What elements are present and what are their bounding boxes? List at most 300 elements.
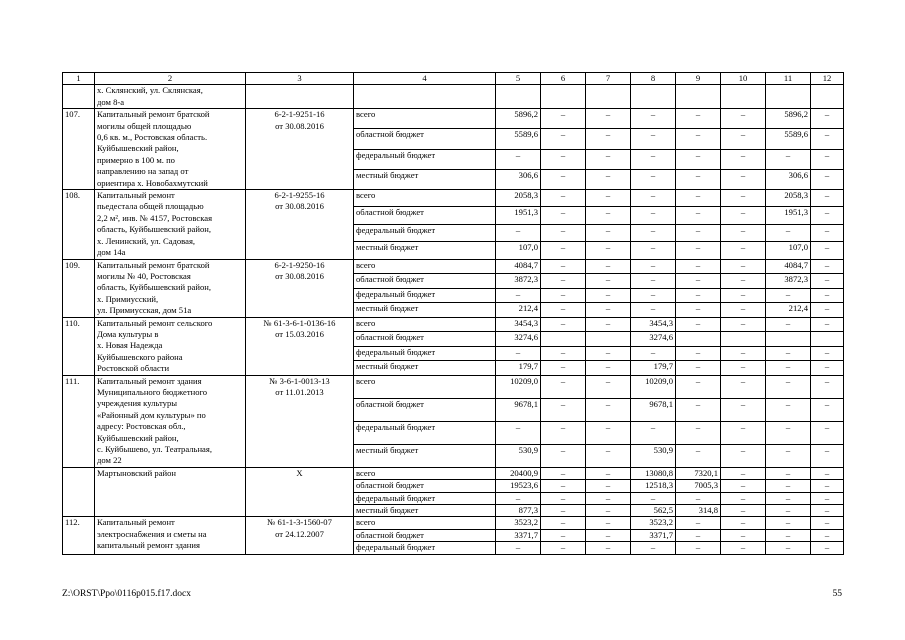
funding-source-cell: федеральный бюджет (354, 224, 496, 241)
document-reference-cell: № 3-6-1-0013-13 от 11.01.2013 (246, 375, 354, 467)
amount-cell-v12: – (811, 288, 844, 303)
amount-cell-v10: – (721, 505, 766, 517)
amount-cell-v6: – (541, 375, 586, 398)
amount-cell-v11: – (766, 288, 811, 303)
table-row (63, 467, 844, 479)
amount-cell-v12: – (811, 149, 844, 169)
amount-cell-v12: – (811, 480, 844, 492)
amount-cell-v11: – (766, 398, 811, 421)
amount-cell-v10: – (721, 361, 766, 376)
amount-cell-v6: – (541, 259, 586, 274)
funding-source-cell: всего (354, 517, 496, 529)
amount-cell-v7: – (586, 467, 631, 479)
column-header: 9 (676, 73, 721, 85)
amount-cell-v9: – (676, 375, 721, 398)
amount-cell-v11: – (766, 444, 811, 467)
document-reference-cell: № 61-1-3-1560-07 от 24.12.2007 (246, 517, 354, 554)
amount-cell-v6: – (541, 421, 586, 444)
amount-cell-v6: – (541, 444, 586, 467)
amount-cell-v10: – (721, 224, 766, 241)
amount-cell-v11: – (766, 467, 811, 479)
amount-cell-v11: 4084,7 (766, 259, 811, 274)
amount-cell-v10: – (721, 274, 766, 289)
funding-source-cell: всего (354, 109, 496, 129)
amount-cell-v5: 212,4 (496, 303, 541, 318)
column-header: 4 (354, 73, 496, 85)
amount-cell-v6: – (541, 467, 586, 479)
amount-cell-v12: – (811, 303, 844, 318)
amount-cell-v8: – (631, 421, 676, 444)
amount-cell-v5: 3454,3 (496, 317, 541, 332)
amount-cell-v8: – (631, 259, 676, 274)
amount-cell-v10: – (721, 444, 766, 467)
amount-cell-v11: – (766, 149, 811, 169)
amount-cell-v6: – (541, 190, 586, 207)
amount-cell-v11: 3872,3 (766, 274, 811, 289)
amount-cell-v7: – (586, 224, 631, 241)
amount-cell-v8: – (631, 542, 676, 554)
funding-source-cell: местный бюджет (354, 303, 496, 318)
amount-cell-v9: 314,8 (676, 505, 721, 517)
amount-cell-v12: – (811, 361, 844, 376)
amount-cell-v9: – (676, 207, 721, 224)
amount-cell-v8: – (631, 109, 676, 129)
amount-cell-v8: 3523,2 (631, 517, 676, 529)
funding-source-cell: областной бюджет (354, 274, 496, 289)
amount-cell-v6: – (541, 149, 586, 169)
amount-cell-v5: 4084,7 (496, 259, 541, 274)
amount-cell-v8: – (631, 129, 676, 149)
footer-file-path: Z:\ORST\Ppo\0116p015.f17.docx (62, 589, 191, 599)
funding-source-cell: федеральный бюджет (354, 542, 496, 554)
amount-cell-v11: – (766, 542, 811, 554)
amount-cell-v6: – (541, 274, 586, 289)
funding-source-cell: федеральный бюджет (354, 421, 496, 444)
funding-source-cell: местный бюджет (354, 242, 496, 259)
amount-cell-v5: 19523,6 (496, 480, 541, 492)
amount-cell-v5: 5896,2 (496, 109, 541, 129)
object-name-cell: Капитальный ремонт электроснабжения и сметы на капитальный ремонт здания (95, 517, 246, 554)
amount-cell-v10: – (721, 109, 766, 129)
funding-source-cell: всего (354, 190, 496, 207)
amount-cell-v12: – (811, 259, 844, 274)
amount-cell-v11: – (766, 505, 811, 517)
table-row (63, 517, 844, 529)
amount-cell-v9: – (676, 149, 721, 169)
amount-cell-v8: – (631, 303, 676, 318)
amount-cell-v8: 179,7 (631, 361, 676, 376)
amount-cell-v10: – (721, 529, 766, 541)
amount-cell-v9: – (676, 303, 721, 318)
amount-cell-v5: 3371,7 (496, 529, 541, 541)
amount-cell-v12: – (811, 109, 844, 129)
budget-table (62, 72, 844, 555)
row-number-cell: 111. (63, 375, 95, 467)
object-name-cell: Капитальный ремонт братской могилы № 40, Ростовская область, Куйбышевский район, х. Примиусский, ул. Примиусская, дом 51а (95, 259, 246, 317)
amount-cell-v12: – (811, 224, 844, 241)
amount-cell-v5: 1951,3 (496, 207, 541, 224)
amount-cell-v6: – (541, 480, 586, 492)
amount-cell-v9: – (676, 444, 721, 467)
amount-cell-v9: – (676, 129, 721, 149)
amount-cell-v7: – (586, 542, 631, 554)
amount-cell-v11: – (766, 317, 811, 332)
amount-cell-v9: – (676, 529, 721, 541)
amount-cell-v7: – (586, 129, 631, 149)
amount-cell-v6: – (541, 224, 586, 241)
amount-cell-v11: – (766, 224, 811, 241)
amount-cell-v12: – (811, 169, 844, 189)
amount-cell-v9: – (676, 542, 721, 554)
document-reference-cell: Х (246, 467, 354, 517)
amount-cell-v9: – (676, 492, 721, 504)
empty-cell (586, 85, 631, 109)
empty-cell (766, 85, 811, 109)
amount-cell-v10 (721, 332, 766, 347)
amount-cell-v5: 9678,1 (496, 398, 541, 421)
amount-cell-v9: – (676, 421, 721, 444)
amount-cell-v9 (676, 332, 721, 347)
document-reference-cell: 6-2-1-9255-16 от 30.08.2016 (246, 190, 354, 259)
amount-cell-v11: – (766, 361, 811, 376)
empty-cell (354, 85, 496, 109)
amount-cell-v10: – (721, 467, 766, 479)
amount-cell-v8: 3274,6 (631, 332, 676, 347)
amount-cell-v11 (766, 332, 811, 347)
amount-cell-v12: – (811, 492, 844, 504)
amount-cell-v8: – (631, 149, 676, 169)
amount-cell-v6: – (541, 361, 586, 376)
amount-cell-v6: – (541, 492, 586, 504)
amount-cell-v9: – (676, 190, 721, 207)
amount-cell-v10: – (721, 259, 766, 274)
amount-cell-v6: – (541, 169, 586, 189)
document-reference-cell: 6-2-1-9250-16 от 30.08.2016 (246, 259, 354, 317)
funding-source-cell: всего (354, 467, 496, 479)
amount-cell-v7: – (586, 303, 631, 318)
amount-cell-v5: – (496, 542, 541, 554)
amount-cell-v5: – (496, 149, 541, 169)
amount-cell-v8: – (631, 288, 676, 303)
column-header: 5 (496, 73, 541, 85)
amount-cell-v7: – (586, 492, 631, 504)
amount-cell-v8: 10209,0 (631, 375, 676, 398)
amount-cell-v9: – (676, 288, 721, 303)
amount-cell-v7: – (586, 242, 631, 259)
amount-cell-v6 (541, 332, 586, 347)
amount-cell-v10: – (721, 398, 766, 421)
funding-source-cell: федеральный бюджет (354, 288, 496, 303)
amount-cell-v11: – (766, 421, 811, 444)
amount-cell-v7: – (586, 274, 631, 289)
amount-cell-v8: – (631, 492, 676, 504)
amount-cell-v5: 107,0 (496, 242, 541, 259)
amount-cell-v5: – (496, 421, 541, 444)
amount-cell-v6: – (541, 109, 586, 129)
row-number-cell (63, 467, 95, 517)
amount-cell-v12: – (811, 346, 844, 361)
amount-cell-v9: – (676, 274, 721, 289)
amount-cell-v8: – (631, 242, 676, 259)
amount-cell-v5: 10209,0 (496, 375, 541, 398)
amount-cell-v6: – (541, 346, 586, 361)
funding-source-cell: федеральный бюджет (354, 149, 496, 169)
amount-cell-v8: – (631, 207, 676, 224)
amount-cell-v12: – (811, 129, 844, 149)
amount-cell-v5: 530,9 (496, 444, 541, 467)
amount-cell-v10: – (721, 421, 766, 444)
amount-cell-v7: – (586, 505, 631, 517)
amount-cell-v12: – (811, 444, 844, 467)
amount-cell-v10: – (721, 207, 766, 224)
funding-source-cell: областной бюджет (354, 332, 496, 347)
amount-cell-v12: – (811, 317, 844, 332)
amount-cell-v10: – (721, 492, 766, 504)
amount-cell-v6: – (541, 505, 586, 517)
amount-cell-v8: 562,5 (631, 505, 676, 517)
amount-cell-v10: – (721, 542, 766, 554)
funding-source-cell: федеральный бюджет (354, 346, 496, 361)
amount-cell-v12: – (811, 190, 844, 207)
amount-cell-v7: – (586, 361, 631, 376)
empty-cell (721, 85, 766, 109)
column-header: 10 (721, 73, 766, 85)
amount-cell-v11: 212,4 (766, 303, 811, 318)
table-row (63, 109, 844, 129)
empty-cell (676, 85, 721, 109)
row-number-cell: 108. (63, 190, 95, 259)
funding-source-cell: областной бюджет (354, 129, 496, 149)
amount-cell-v11: – (766, 529, 811, 541)
amount-cell-v5: 306,6 (496, 169, 541, 189)
amount-cell-v12: – (811, 375, 844, 398)
row-number-cell: 109. (63, 259, 95, 317)
empty-cell (811, 85, 844, 109)
amount-cell-v11: – (766, 346, 811, 361)
amount-cell-v10: – (721, 149, 766, 169)
amount-cell-v7 (586, 332, 631, 347)
amount-cell-v10: – (721, 303, 766, 318)
column-header: 7 (586, 73, 631, 85)
amount-cell-v6: – (541, 317, 586, 332)
amount-cell-v11: 2058,3 (766, 190, 811, 207)
amount-cell-v12: – (811, 517, 844, 529)
amount-cell-v11: 1951,3 (766, 207, 811, 224)
amount-cell-v5: 3274,6 (496, 332, 541, 347)
object-name-cell: Капитальный ремонт пьедестала общей площадью 2,2 м², инв. № 4157, Ростовская область, Куйбышевский район, х. Ленинский, ул. Садовая, дом 14а (95, 190, 246, 259)
amount-cell-v8: – (631, 224, 676, 241)
column-header: 6 (541, 73, 586, 85)
object-name-cell: х. Склянский, ул. Склянская, дом 8-а (95, 85, 246, 109)
amount-cell-v9: – (676, 317, 721, 332)
amount-cell-v5: 3872,3 (496, 274, 541, 289)
column-header: 8 (631, 73, 676, 85)
footer-page-number: 55 (832, 589, 842, 599)
amount-cell-v6: – (541, 129, 586, 149)
amount-cell-v9: 7005,3 (676, 480, 721, 492)
amount-cell-v8: – (631, 169, 676, 189)
amount-cell-v10: – (721, 317, 766, 332)
table-row (63, 317, 844, 332)
object-name-cell: Капитальный ремонт здания Муниципального бюджетного учреждения культуры «Районный дом культуры» по адресу: Ростовская обл., Куйбышевский район, с. Куйбышево, ул. Театральная, дом 22 (95, 375, 246, 467)
funding-source-cell: всего (354, 259, 496, 274)
amount-cell-v5: 877,3 (496, 505, 541, 517)
amount-cell-v12: – (811, 467, 844, 479)
amount-cell-v11: 306,6 (766, 169, 811, 189)
amount-cell-v5: 3523,2 (496, 517, 541, 529)
funding-source-cell: местный бюджет (354, 444, 496, 467)
amount-cell-v7: – (586, 169, 631, 189)
amount-cell-v5: 179,7 (496, 361, 541, 376)
funding-source-cell: областной бюджет (354, 207, 496, 224)
amount-cell-v5: 20400,9 (496, 467, 541, 479)
amount-cell-v7: – (586, 109, 631, 129)
amount-cell-v11: 5896,2 (766, 109, 811, 129)
amount-cell-v5: – (496, 224, 541, 241)
table-row (63, 375, 844, 398)
column-header: 2 (95, 73, 246, 85)
amount-cell-v7: – (586, 421, 631, 444)
row-number-cell: 110. (63, 317, 95, 375)
amount-cell-v5: – (496, 346, 541, 361)
amount-cell-v10: – (721, 169, 766, 189)
header-row (63, 73, 844, 85)
amount-cell-v7: – (586, 480, 631, 492)
amount-cell-v6: – (541, 529, 586, 541)
funding-source-cell: всего (354, 375, 496, 398)
object-name-cell: Мартыновский район (95, 467, 246, 517)
table-row (63, 259, 844, 274)
amount-cell-v7: – (586, 398, 631, 421)
amount-cell-v7: – (586, 317, 631, 332)
amount-cell-v8: 530,9 (631, 444, 676, 467)
column-header: 11 (766, 73, 811, 85)
column-header: 1 (63, 73, 95, 85)
amount-cell-v12: – (811, 529, 844, 541)
amount-cell-v10: – (721, 242, 766, 259)
amount-cell-v9: – (676, 361, 721, 376)
amount-cell-v10: – (721, 346, 766, 361)
empty-cell (246, 85, 354, 109)
amount-cell-v9: – (676, 224, 721, 241)
funding-source-cell: областной бюджет (354, 480, 496, 492)
amount-cell-v11: – (766, 517, 811, 529)
amount-cell-v9: – (676, 259, 721, 274)
table-row (63, 190, 844, 207)
amount-cell-v12: – (811, 274, 844, 289)
funding-source-cell: местный бюджет (354, 505, 496, 517)
amount-cell-v8: 3454,3 (631, 317, 676, 332)
amount-cell-v11: 107,0 (766, 242, 811, 259)
amount-cell-v6: – (541, 207, 586, 224)
amount-cell-v12: – (811, 421, 844, 444)
row-number-cell: 107. (63, 109, 95, 190)
amount-cell-v8: 9678,1 (631, 398, 676, 421)
amount-cell-v8: – (631, 346, 676, 361)
amount-cell-v7: – (586, 529, 631, 541)
amount-cell-v9: – (676, 242, 721, 259)
amount-cell-v6: – (541, 242, 586, 259)
amount-cell-v6: – (541, 398, 586, 421)
amount-cell-v11: 5589,6 (766, 129, 811, 149)
amount-cell-v8: – (631, 274, 676, 289)
amount-cell-v12: – (811, 542, 844, 554)
funding-source-cell: всего (354, 317, 496, 332)
amount-cell-v12: – (811, 398, 844, 421)
funding-source-cell: местный бюджет (354, 361, 496, 376)
amount-cell-v8: – (631, 190, 676, 207)
amount-cell-v11: – (766, 375, 811, 398)
amount-cell-v7: – (586, 375, 631, 398)
amount-cell-v9: – (676, 346, 721, 361)
table-row-continuation (63, 85, 844, 109)
amount-cell-v12 (811, 332, 844, 347)
amount-cell-v9: – (676, 517, 721, 529)
amount-cell-v7: – (586, 207, 631, 224)
object-name-cell: Капитальный ремонт братской могилы общей площадью 0,6 кв. м., Ростовская область. Куйбышевский район, примерно в 100 м. по направлению на запад от ориентира х. Новобахмутский (95, 109, 246, 190)
amount-cell-v5: 5589,6 (496, 129, 541, 149)
amount-cell-v10: – (721, 288, 766, 303)
funding-source-cell: областной бюджет (354, 398, 496, 421)
row-number-cell (63, 85, 95, 109)
funding-source-cell: областной бюджет (354, 529, 496, 541)
amount-cell-v10: – (721, 129, 766, 149)
amount-cell-v9: – (676, 169, 721, 189)
amount-cell-v6: – (541, 517, 586, 529)
amount-cell-v6: – (541, 288, 586, 303)
amount-cell-v10: – (721, 190, 766, 207)
amount-cell-v10: – (721, 517, 766, 529)
amount-cell-v7: – (586, 517, 631, 529)
amount-cell-v7: – (586, 346, 631, 361)
amount-cell-v12: – (811, 207, 844, 224)
amount-cell-v10: – (721, 375, 766, 398)
column-header: 3 (246, 73, 354, 85)
amount-cell-v11: – (766, 480, 811, 492)
amount-cell-v11: – (766, 492, 811, 504)
document-reference-cell: № 61-3-6-1-0136-16 от 15.03.2016 (246, 317, 354, 375)
document-reference-cell: 6-2-1-9251-16 от 30.08.2016 (246, 109, 354, 190)
funding-source-cell: местный бюджет (354, 169, 496, 189)
amount-cell-v8: 12518,3 (631, 480, 676, 492)
amount-cell-v9: – (676, 398, 721, 421)
amount-cell-v9: – (676, 109, 721, 129)
amount-cell-v6: – (541, 303, 586, 318)
empty-cell (496, 85, 541, 109)
amount-cell-v8: 13080,8 (631, 467, 676, 479)
empty-cell (541, 85, 586, 109)
amount-cell-v8: 3371,7 (631, 529, 676, 541)
amount-cell-v5: – (496, 492, 541, 504)
amount-cell-v7: – (586, 288, 631, 303)
amount-cell-v12: – (811, 242, 844, 259)
object-name-cell: Капитальный ремонт сельского Дома культуры в х. Новая Надежда Куйбышевского района Ростовской области (95, 317, 246, 375)
amount-cell-v9: 7320,1 (676, 467, 721, 479)
amount-cell-v7: – (586, 190, 631, 207)
empty-cell (631, 85, 676, 109)
amount-cell-v7: – (586, 444, 631, 467)
amount-cell-v12: – (811, 505, 844, 517)
column-header: 12 (811, 73, 844, 85)
amount-cell-v10: – (721, 480, 766, 492)
amount-cell-v6: – (541, 542, 586, 554)
amount-cell-v7: – (586, 259, 631, 274)
funding-source-cell: федеральный бюджет (354, 492, 496, 504)
amount-cell-v5: – (496, 288, 541, 303)
amount-cell-v7: – (586, 149, 631, 169)
row-number-cell: 112. (63, 517, 95, 554)
amount-cell-v5: 2058,3 (496, 190, 541, 207)
